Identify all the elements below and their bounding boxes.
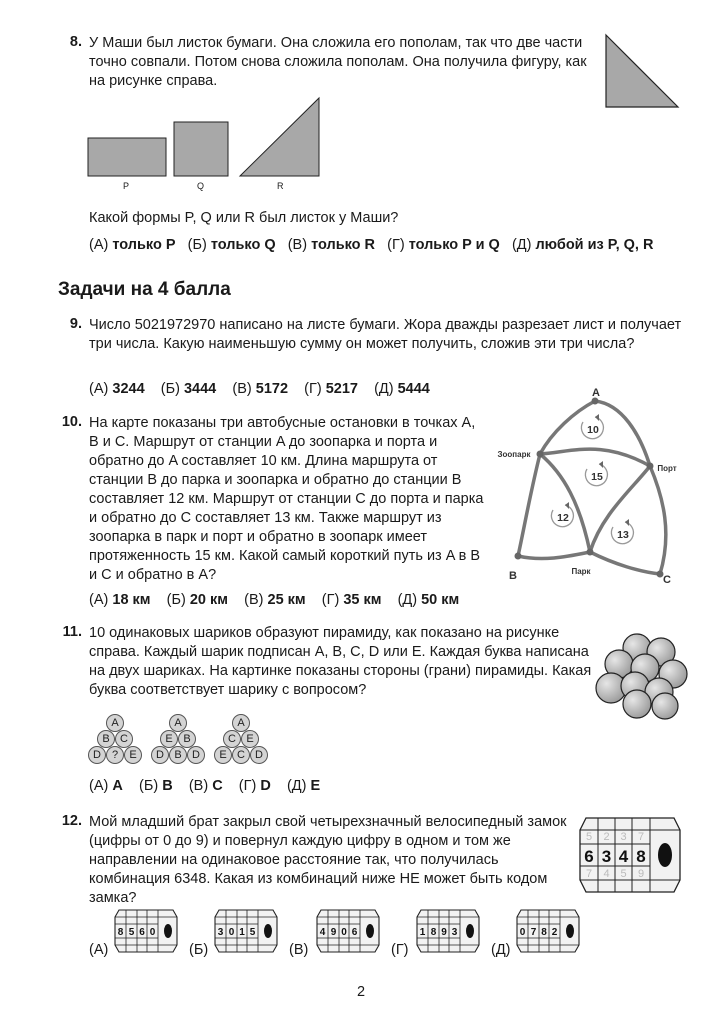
face-3 bbox=[215, 715, 268, 764]
lock-below-digit: 7 bbox=[585, 868, 593, 880]
lock-code-digit: 8 bbox=[636, 847, 646, 866]
lock-option-digit: 1 bbox=[239, 927, 245, 938]
q8-option-c[interactable]: (В) только R bbox=[287, 237, 376, 253]
q10-option-c[interactable]: (В) 25 км bbox=[244, 592, 306, 608]
q11-text: 10 одинаковых шариков образуют пирамиду, как показано на рисунке справа. Каждый шарик подписан A, B, C, D или E. Каждая буква написана на двух шариках. На картинке показаны стороны (грани) пирамиды. Какая буква соответствует шарику с вопросом? bbox=[89, 625, 592, 698]
q12-option-e[interactable]: (Д) 0 7 8 2 bbox=[491, 908, 591, 964]
q8-options bbox=[89, 237, 653, 253]
q10-text: На карте показаны три автобусные остановки в точках A, B и C. Маршрут от станции A до зоопарка и порта и обратно до A составляет 10 км. Длина маршрута от станции B до парка и зоопарка и обратно до станции B составляет 12 км. Маршрут от станции C до порта и парка и обратно до C составляет 13 км. Также маршрут из зоопарка в парк и порт и обратно в зоопарк имеет протяженность 15 км. Какой самый короткий путь из A в B и C и обратно в A? bbox=[89, 415, 484, 583]
lock-option-digit: 9 bbox=[441, 927, 447, 938]
lock-option-digit: 2 bbox=[551, 927, 558, 938]
lock-above-digit: 7 bbox=[637, 831, 645, 843]
map-loop-13: 13 bbox=[617, 529, 629, 541]
q11-option-a[interactable]: (А) A bbox=[89, 778, 123, 794]
q9-text: Число 5021972970 написано на листе бумаги. Жора дважды разрезает лист и получает три числа. Какую наименьшую сумму он может получить, сложив эти три числа? bbox=[89, 317, 682, 352]
map-loop-10: 10 bbox=[587, 424, 599, 436]
q12-text: Мой младший брат закрыл свой четырехзначный велосипедный замок (цифры от 0 до 9) и повернул каждую цифру в одном и том же направлении на одинаковое расстояние так, что получилась комбинация 6348. Какая из комбинаций ниже НЕ может быть кодом замка? bbox=[89, 814, 567, 906]
q10-option-a[interactable]: (А) 18 км bbox=[89, 592, 151, 608]
face-1 bbox=[89, 715, 142, 764]
face-2-ball: E bbox=[165, 733, 173, 745]
q12-option-b[interactable]: (Б) 3 0 1 5 bbox=[189, 908, 289, 964]
q8-option-e[interactable]: (Д) любой из P, Q, R bbox=[511, 237, 654, 253]
q9-option-a[interactable]: (А) 3244 bbox=[89, 381, 145, 397]
lock-option-digit: 5 bbox=[249, 927, 256, 938]
shape-q bbox=[174, 122, 228, 176]
face-2-ball: D bbox=[192, 749, 200, 761]
face-1-ball-question: ? bbox=[111, 749, 119, 761]
q12-option-d[interactable]: (Г) 1 8 9 3 bbox=[391, 908, 491, 964]
q10-number: 10. bbox=[61, 414, 82, 430]
face-3-ball: C bbox=[237, 749, 245, 761]
q12-option-a[interactable]: (А) 8 5 6 0 bbox=[89, 908, 189, 964]
map-loop-15: 15 bbox=[591, 471, 603, 483]
q11-number: 11. bbox=[62, 624, 82, 640]
lock-code-digit: 6 bbox=[584, 847, 594, 866]
lock-option-digit: 6 bbox=[139, 927, 145, 938]
face-1-ball: C bbox=[120, 733, 128, 745]
shape-r bbox=[240, 98, 319, 176]
face-3-ball: A bbox=[237, 717, 245, 729]
face-3-ball: E bbox=[246, 733, 254, 745]
face-1-ball: B bbox=[102, 733, 110, 745]
q8-question: Какой формы P, Q или R был листок у Маши? bbox=[89, 210, 399, 226]
face-2-ball: B bbox=[174, 749, 182, 761]
q9-number: 9. bbox=[69, 316, 82, 332]
lock-option-digit: 5 bbox=[128, 927, 135, 938]
face-1-ball: E bbox=[129, 749, 137, 761]
q8-option-d[interactable]: (Г) только P и Q bbox=[387, 237, 500, 253]
q8-option-a[interactable]: (А) только P bbox=[89, 237, 176, 253]
q12-lock bbox=[574, 814, 686, 896]
lock-above-digit: 3 bbox=[620, 831, 627, 843]
face-3-ball: E bbox=[219, 749, 227, 761]
q8-text: У Маши был листок бумаги. Она сложила его пополам, так что две части точно совпали. Потом снова сложила пополам. Она получила фигуру, как на рисунке справа. bbox=[89, 35, 587, 89]
lock-option-digit: 0 bbox=[519, 927, 526, 938]
lock-option-digit: 8 bbox=[541, 927, 547, 938]
map-label-c: C bbox=[663, 574, 671, 586]
q10-option-d[interactable]: (Г) 35 км bbox=[321, 592, 382, 608]
map-label-zoo: Зоопарк bbox=[497, 450, 531, 459]
q10-options bbox=[89, 592, 459, 608]
lock-option-digit: 1 bbox=[419, 927, 426, 938]
lock-option-digit: 4 bbox=[319, 927, 326, 938]
lock-option-digit: 8 bbox=[117, 927, 124, 938]
face-2 bbox=[152, 715, 205, 764]
lock-code-digit: 4 bbox=[618, 847, 629, 866]
lock-option-digit: 3 bbox=[217, 927, 224, 938]
q11-option-e[interactable]: (Д) E bbox=[286, 778, 321, 794]
q9-option-c[interactable]: (В) 5172 bbox=[232, 381, 289, 397]
q9-option-d[interactable]: (Г) 5217 bbox=[304, 381, 358, 397]
map-label-port: Порт bbox=[657, 464, 677, 473]
q10-option-b[interactable]: (Б) 20 км bbox=[166, 592, 228, 608]
lock-option-digit: 0 bbox=[228, 927, 235, 938]
lock-option-digit: 3 bbox=[451, 927, 458, 938]
face-2-ball: A bbox=[174, 717, 182, 729]
page-number: 2 bbox=[357, 984, 366, 1000]
map-label-a: A bbox=[592, 387, 600, 399]
q9-options bbox=[89, 381, 430, 397]
q12-options bbox=[89, 908, 609, 964]
shape-label-r: R bbox=[277, 181, 284, 191]
lock-option-digit: 7 bbox=[530, 927, 537, 938]
shape-p bbox=[88, 138, 166, 176]
lock-code-digit: 3 bbox=[601, 847, 612, 866]
q12-number: 12. bbox=[61, 813, 82, 829]
face-2-ball: D bbox=[156, 749, 164, 761]
face-3-ball: C bbox=[228, 733, 236, 745]
map-label-b: B bbox=[509, 570, 517, 582]
q10-map bbox=[492, 384, 678, 596]
q11-option-d[interactable]: (Г) D bbox=[238, 778, 271, 794]
shape-label-q: Q bbox=[197, 181, 205, 191]
q11-pyramid bbox=[591, 630, 691, 720]
lock-option-digit: 0 bbox=[149, 927, 156, 938]
q11-option-c[interactable]: (В) C bbox=[188, 778, 223, 794]
q10-option-e[interactable]: (Д) 50 км bbox=[397, 592, 460, 608]
face-3-ball: D bbox=[255, 749, 263, 761]
q8-folded-triangle bbox=[604, 33, 680, 109]
q9-option-e[interactable]: (Д) 5444 bbox=[374, 381, 430, 397]
lock-below-digit: 5 bbox=[620, 868, 627, 880]
face-1-ball: A bbox=[111, 717, 119, 729]
lock-above-digit: 2 bbox=[603, 831, 610, 843]
face-2-ball: B bbox=[183, 733, 191, 745]
q12-option-c[interactable]: (В) 4 9 0 6 bbox=[289, 908, 389, 964]
q8-option-b[interactable]: (Б) только Q bbox=[187, 237, 276, 253]
map-loop-12: 12 bbox=[557, 512, 569, 524]
q9-option-b[interactable]: (Б) 3444 bbox=[160, 381, 217, 397]
lock-option-digit: 9 bbox=[330, 927, 337, 938]
face-1-ball: D bbox=[93, 749, 101, 761]
q11-faces bbox=[88, 713, 272, 769]
lock-option-digit: 8 bbox=[430, 927, 437, 938]
q11-option-b[interactable]: (Б) B bbox=[138, 778, 173, 794]
q8-number: 8. bbox=[69, 34, 82, 50]
q11-options bbox=[89, 778, 320, 794]
lock-option-digit: 0 bbox=[341, 927, 347, 938]
shape-label-p: P bbox=[123, 181, 130, 191]
lock-above-digit: 5 bbox=[585, 831, 593, 843]
lock-option-digit: 6 bbox=[351, 927, 358, 938]
map-label-park: Парк bbox=[571, 567, 591, 576]
lock-below-digit: 9 bbox=[637, 868, 645, 880]
section-title: Задачи на 4 балла bbox=[58, 279, 231, 300]
lock-below-digit: 4 bbox=[603, 868, 610, 880]
q8-shapes bbox=[86, 96, 326, 194]
